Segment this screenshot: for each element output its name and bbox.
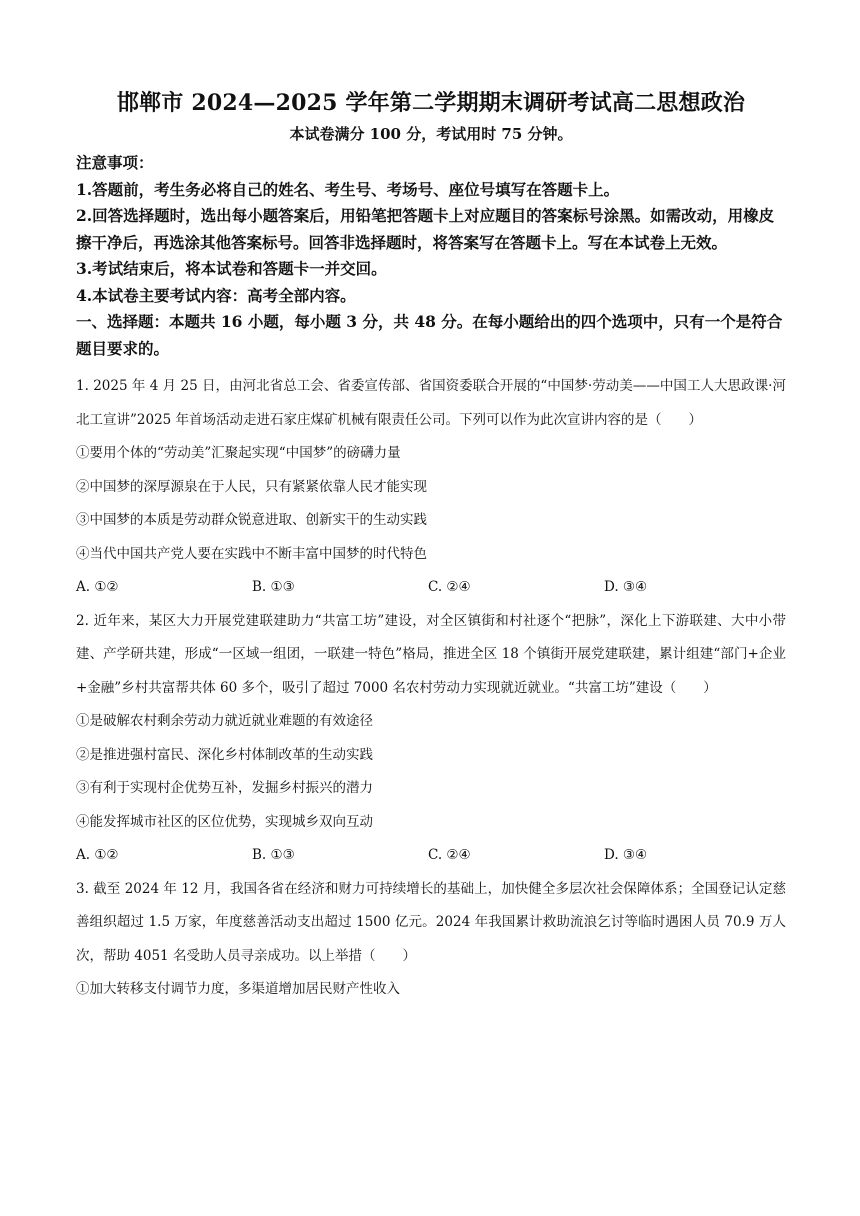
question-1 <box>76 370 786 605</box>
statement-option: ②中国梦的深厚源泉在于人民，只有紧紧依靠人民才能实现 <box>76 478 427 495</box>
exam-info: 本试卷满分 100 分，考试用时 75 分钟。 <box>289 125 573 143</box>
statement-option: ④能发挥城市社区的区位优势，实现城乡双向互动 <box>76 813 373 830</box>
notice-item: 1.答题前，考生务必将自己的姓名、考生号、考场号、座位号填写在答题卡上。 <box>76 179 620 199</box>
choice-d: D. ③④ <box>604 847 648 863</box>
notice-item: 4.本试卷主要考试内容：高考全部内容。 <box>76 285 356 305</box>
notice-heading: 注意事项： <box>76 153 154 172</box>
section-heading: 一、选择题：本题共 16 小题，每小题 3 分，共 48 分。在每小题给出的四个选项中，只有一个是符合题目要求的。 <box>76 312 783 358</box>
notice-block <box>76 150 786 309</box>
choice-a: A. ①② <box>76 579 119 595</box>
question-3 <box>76 873 786 1007</box>
notice-item: 3.考试结束后，将本试卷和答题卡一并交回。 <box>76 259 387 278</box>
statement-option: ②是推进强村富民、深化乡村体制改革的生动实践 <box>76 746 373 763</box>
question-2 <box>76 605 786 873</box>
statement-option: ①加大转移支付调节力度，多渠道增加居民财产性收入 <box>76 981 400 997</box>
question-stem: 2. 近年来，某区大力开展党建联建助力“共富工坊”建设，对全区镇街和村社逐个“把脉”，深化上下游联建、大中小带建、产学研共建，形成“一区域一组团，一联建一特色”格局，推进全区 18 个镇街开展党建联建，累计组建“部门+企业+金融”乡村共富帮共体 60 多个，吸引了超过 7000 名农村劳动力实现就近就业。“共富工坊”建设（ ） <box>76 612 786 696</box>
choice-b: B. ①③ <box>252 579 295 595</box>
notice-item: 2.回答选择题时，选出每小题答案后，用铅笔把答题卡上对应题目的答案标号涂黑。如需改动，用橡皮擦干净后，再选涂其他答案标号。回答非选择题时，将答案写在答题卡上。写在本试卷上无效。 <box>76 206 775 252</box>
statement-option: ④当代中国共产党人要在实践中不断丰富中国梦的时代特色 <box>76 545 427 562</box>
statement-option: ①要用个体的“劳动美”汇聚起实现“中国梦”的磅礴力量 <box>76 445 401 461</box>
statement-option: ①是破解农村剩余劳动力就近就业难题的有效途径 <box>76 713 373 729</box>
statement-option: ③有利于实现村企优势互补，发掘乡村振兴的潜力 <box>76 780 373 796</box>
question-stem: 1. 2025 年 4 月 25 日，由河北省总工会、省委宣传部、省国资委联合开展的“中国梦·劳动美——中国工人大思政课·河北工宣讲”2025 年首场活动走进石家庄煤矿机械有限责任公司。下列可以作为此次宣讲内容的是（ ） <box>76 378 786 428</box>
statement-option: ③中国梦的本质是劳动群众锐意进取、创新实干的生动实践 <box>76 512 427 528</box>
question-stem: 3. 截至 2024 年 12 月，我国各省在经济和财力可持续增长的基础上，加快健全多层次社会保障体系；全国登记认定慈善组织超过 1.5 万家，年度慈善活动支出超过 1500 亿元。2024 年我国累计救助流浪乞讨等临时遇困人员 70.9 万人次，帮助 4051 名受助人员寻亲成功。以上举措（ ） <box>76 880 786 964</box>
choice-d: D. ③④ <box>604 579 648 595</box>
choice-b: B. ①③ <box>252 847 295 863</box>
choice-a: A. ①② <box>76 847 119 863</box>
answer-choices <box>76 571 786 605</box>
answer-choices <box>76 839 786 873</box>
choice-c: C. ②④ <box>428 579 471 595</box>
page-title: 邯郸市 2024—2025 学年第二学期期末调研考试高二思想政治 <box>116 90 746 116</box>
exam-page <box>76 88 786 1007</box>
choice-c: C. ②④ <box>428 847 471 863</box>
